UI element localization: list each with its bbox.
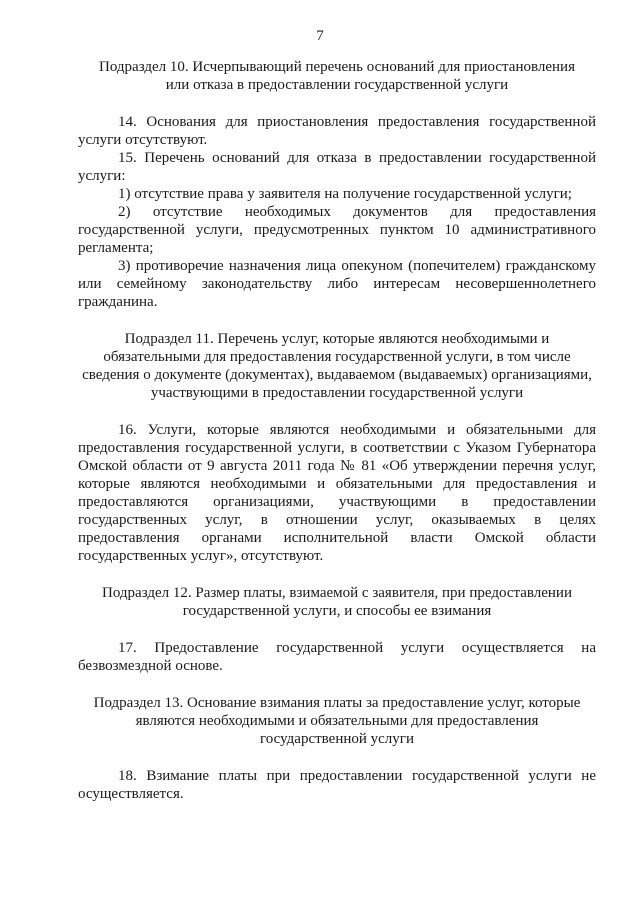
list-item-1: 1) отсутствие права у заявителя на получение государственной услуги; — [118, 186, 572, 202]
heading-line: являются необходимыми и обязательными для предоставления — [135, 713, 539, 729]
paragraph-16: 16. Услуги, которые являются необходимыми и обязательными для предоставления государственной услуги, в соответствии с Указом Губернатора Омской области от 9 августа 2011 года № 81 «Об утверждении перечня услуг, которые являются необходимыми и обязательными для предоставления и предоставляются организациями, участвующими в предоставлении государственных услуг, в отношении услуг, оказываемых в целях предоставления органами исполнительной власти Омской области государственных услуг», отсутствуют. — [78, 422, 596, 564]
list-item-3: 3) противоречие назначения лица опекуном (попечителем) гражданскому или семейному законодательству либо интересам несовершеннолетнего гражданина. — [78, 258, 596, 310]
paragraph-14: 14. Основания для приостановления предоставления государственной услуги отсутствуют. — [78, 114, 596, 148]
subsection-10-heading — [78, 58, 596, 94]
heading-line: Подраздел 12. Размер платы, взимаемой с заявителя, при предоставлении — [102, 585, 572, 601]
paragraph-18: 18. Взимание платы при предоставлении государственной услуги не осуществляется. — [78, 768, 596, 802]
subsection-11-heading — [78, 330, 596, 402]
subsection-10 — [78, 58, 596, 311]
document-body — [78, 58, 596, 803]
heading-line: Подраздел 11. Перечень услуг, которые являются необходимыми и — [124, 331, 550, 347]
heading-line: Подраздел 10. Исчерпывающий перечень оснований для приостановления — [99, 59, 575, 75]
heading-line: сведения о документе (документах), выдаваемом (выдаваемых) организациями, — [82, 367, 592, 383]
heading-line: участвующими в предоставлении государственной услуги — [150, 385, 524, 401]
list-item-2: 2) отсутствие необходимых документов для предоставления государственной услуги, предусмотренных пунктом 10 административного регламента; — [78, 204, 596, 256]
paragraph-17: 17. Предоставление государственной услуги осуществляется на безвозмездной основе. — [78, 640, 596, 674]
heading-line: государственной услуги, и способы ее взимания — [182, 603, 492, 619]
page-number: 7 — [316, 28, 324, 44]
subsection-12-heading — [78, 584, 596, 620]
heading-line: обязательными для предоставления государственной услуги, в том числе — [103, 349, 571, 365]
subsection-13 — [78, 694, 596, 803]
subsection-11 — [78, 330, 596, 565]
subsection-12 — [78, 584, 596, 675]
heading-line: Подраздел 13. Основание взимания платы за предоставление услуг, которые — [93, 695, 581, 711]
heading-line: государственной услуги — [260, 731, 414, 747]
heading-line: или отказа в предоставлении государственной услуги — [165, 77, 509, 93]
paragraph-15: 15. Перечень оснований для отказа в предоставлении государственной услуги: — [78, 150, 596, 184]
subsection-13-heading — [78, 694, 596, 748]
